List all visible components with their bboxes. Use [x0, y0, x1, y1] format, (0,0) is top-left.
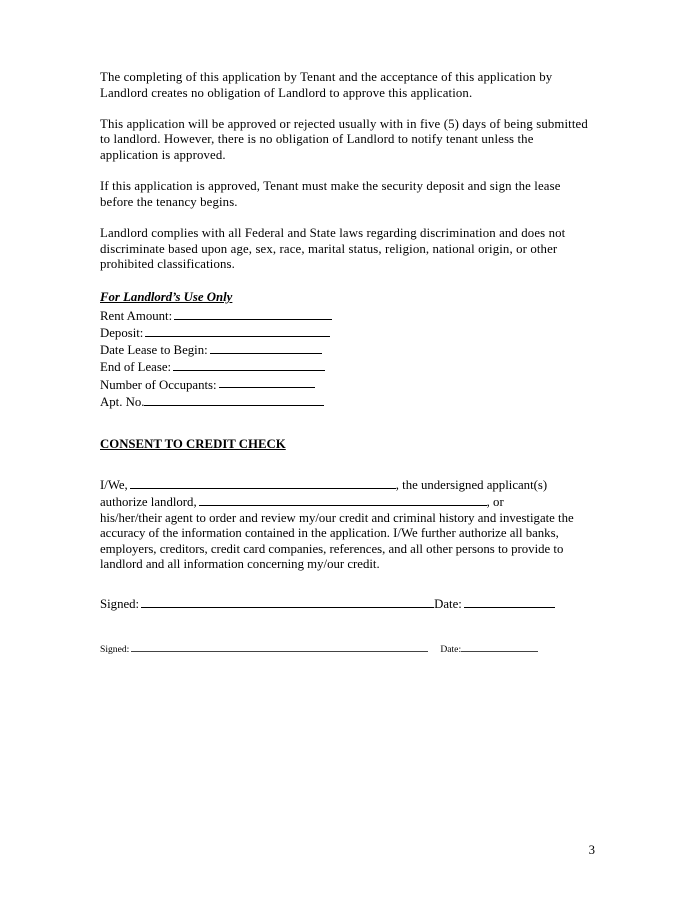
field-number-of-occupants: [100, 376, 594, 393]
consent-applicant-suffix: , the undersigned applicant(s): [395, 477, 548, 492]
signature-primary-input[interactable]: [141, 595, 434, 608]
field-apt-no-input[interactable]: [144, 393, 324, 406]
consent-landlord-line: [100, 493, 594, 510]
paragraph-nondiscrimination: Landlord complies with all Federal and State laws regarding discrimination and does not discriminate based upon age, sex, race, marital status, religion, national origin, or other prohibited classifications.: [100, 225, 566, 272]
consent-authorization-text: his/her/their agent to order and review my/our credit and criminal history and investigate the accuracy of the information contained in the application. I/We further authorize all banks, employers, creditors, credit card companies, references, and all other persons to provide to landlord and all information concerning my/our credit.: [100, 510, 574, 572]
paragraph-approval-timeline: This application will be approved or rejected usually with in five (5) days of being submitted to landlord. However, there is no obligation of Landlord to notify tenant unless the application is approved.: [100, 116, 588, 162]
landlord-use-section: [100, 288, 594, 410]
field-apt-no: [100, 393, 594, 410]
page-number: 3: [588, 843, 595, 857]
signature-secondary-label: Signed:: [100, 644, 130, 656]
date-secondary-label: Date:: [440, 644, 462, 656]
field-end-of-lease-input[interactable]: [173, 358, 325, 371]
consent-applicant-input[interactable]: [130, 476, 396, 489]
field-apt-no-label: Apt. No.: [100, 394, 145, 409]
consent-landlord-input[interactable]: [199, 493, 487, 506]
paragraph-security-deposit: If this application is approved, Tenant must make the security deposit and sign the lease before the tenancy begins.: [100, 179, 561, 209]
field-end-of-lease-label: End of Lease:: [100, 360, 172, 375]
consent-section-body: [100, 476, 594, 573]
consent-applicant-line: [100, 476, 594, 493]
consent-section-heading: CONSENT TO CREDIT CHECK: [100, 436, 286, 451]
field-deposit: [100, 324, 594, 341]
field-end-of-lease: [100, 358, 594, 375]
field-deposit-label: Deposit:: [100, 325, 144, 340]
field-rent-amount-label: Rent Amount:: [100, 308, 173, 323]
field-number-of-occupants-input[interactable]: [219, 376, 315, 389]
field-number-of-occupants-label: Number of Occupants:: [100, 377, 217, 392]
signature-secondary-input[interactable]: [131, 642, 428, 652]
date-primary-label: Date:: [434, 596, 462, 611]
signature-row-primary: [100, 595, 594, 612]
field-date-lease-begin: [100, 341, 594, 358]
consent-section: [100, 435, 594, 656]
document-body: [100, 70, 594, 656]
signature-primary-label: Signed:: [100, 596, 140, 611]
consent-applicant-prefix: I/We,: [100, 477, 128, 492]
date-primary-input[interactable]: [464, 595, 555, 608]
date-secondary-input[interactable]: [461, 642, 538, 652]
paragraph-acceptance: The completing of this application by Tenant and the acceptance of this application by Landlord creates no obligation of Landlord to approve this application.: [100, 70, 553, 100]
field-rent-amount: [100, 307, 594, 324]
consent-landlord-suffix: , or: [486, 495, 504, 510]
field-date-lease-begin-label: Date Lease to Begin:: [100, 343, 208, 358]
consent-landlord-prefix: authorize landlord,: [100, 495, 197, 510]
landlord-section-heading: For Landlord’s Use Only: [100, 290, 233, 305]
field-date-lease-begin-input[interactable]: [210, 341, 322, 354]
field-rent-amount-input[interactable]: [174, 307, 332, 320]
signature-row-secondary: [100, 642, 594, 656]
field-deposit-input[interactable]: [145, 324, 330, 337]
